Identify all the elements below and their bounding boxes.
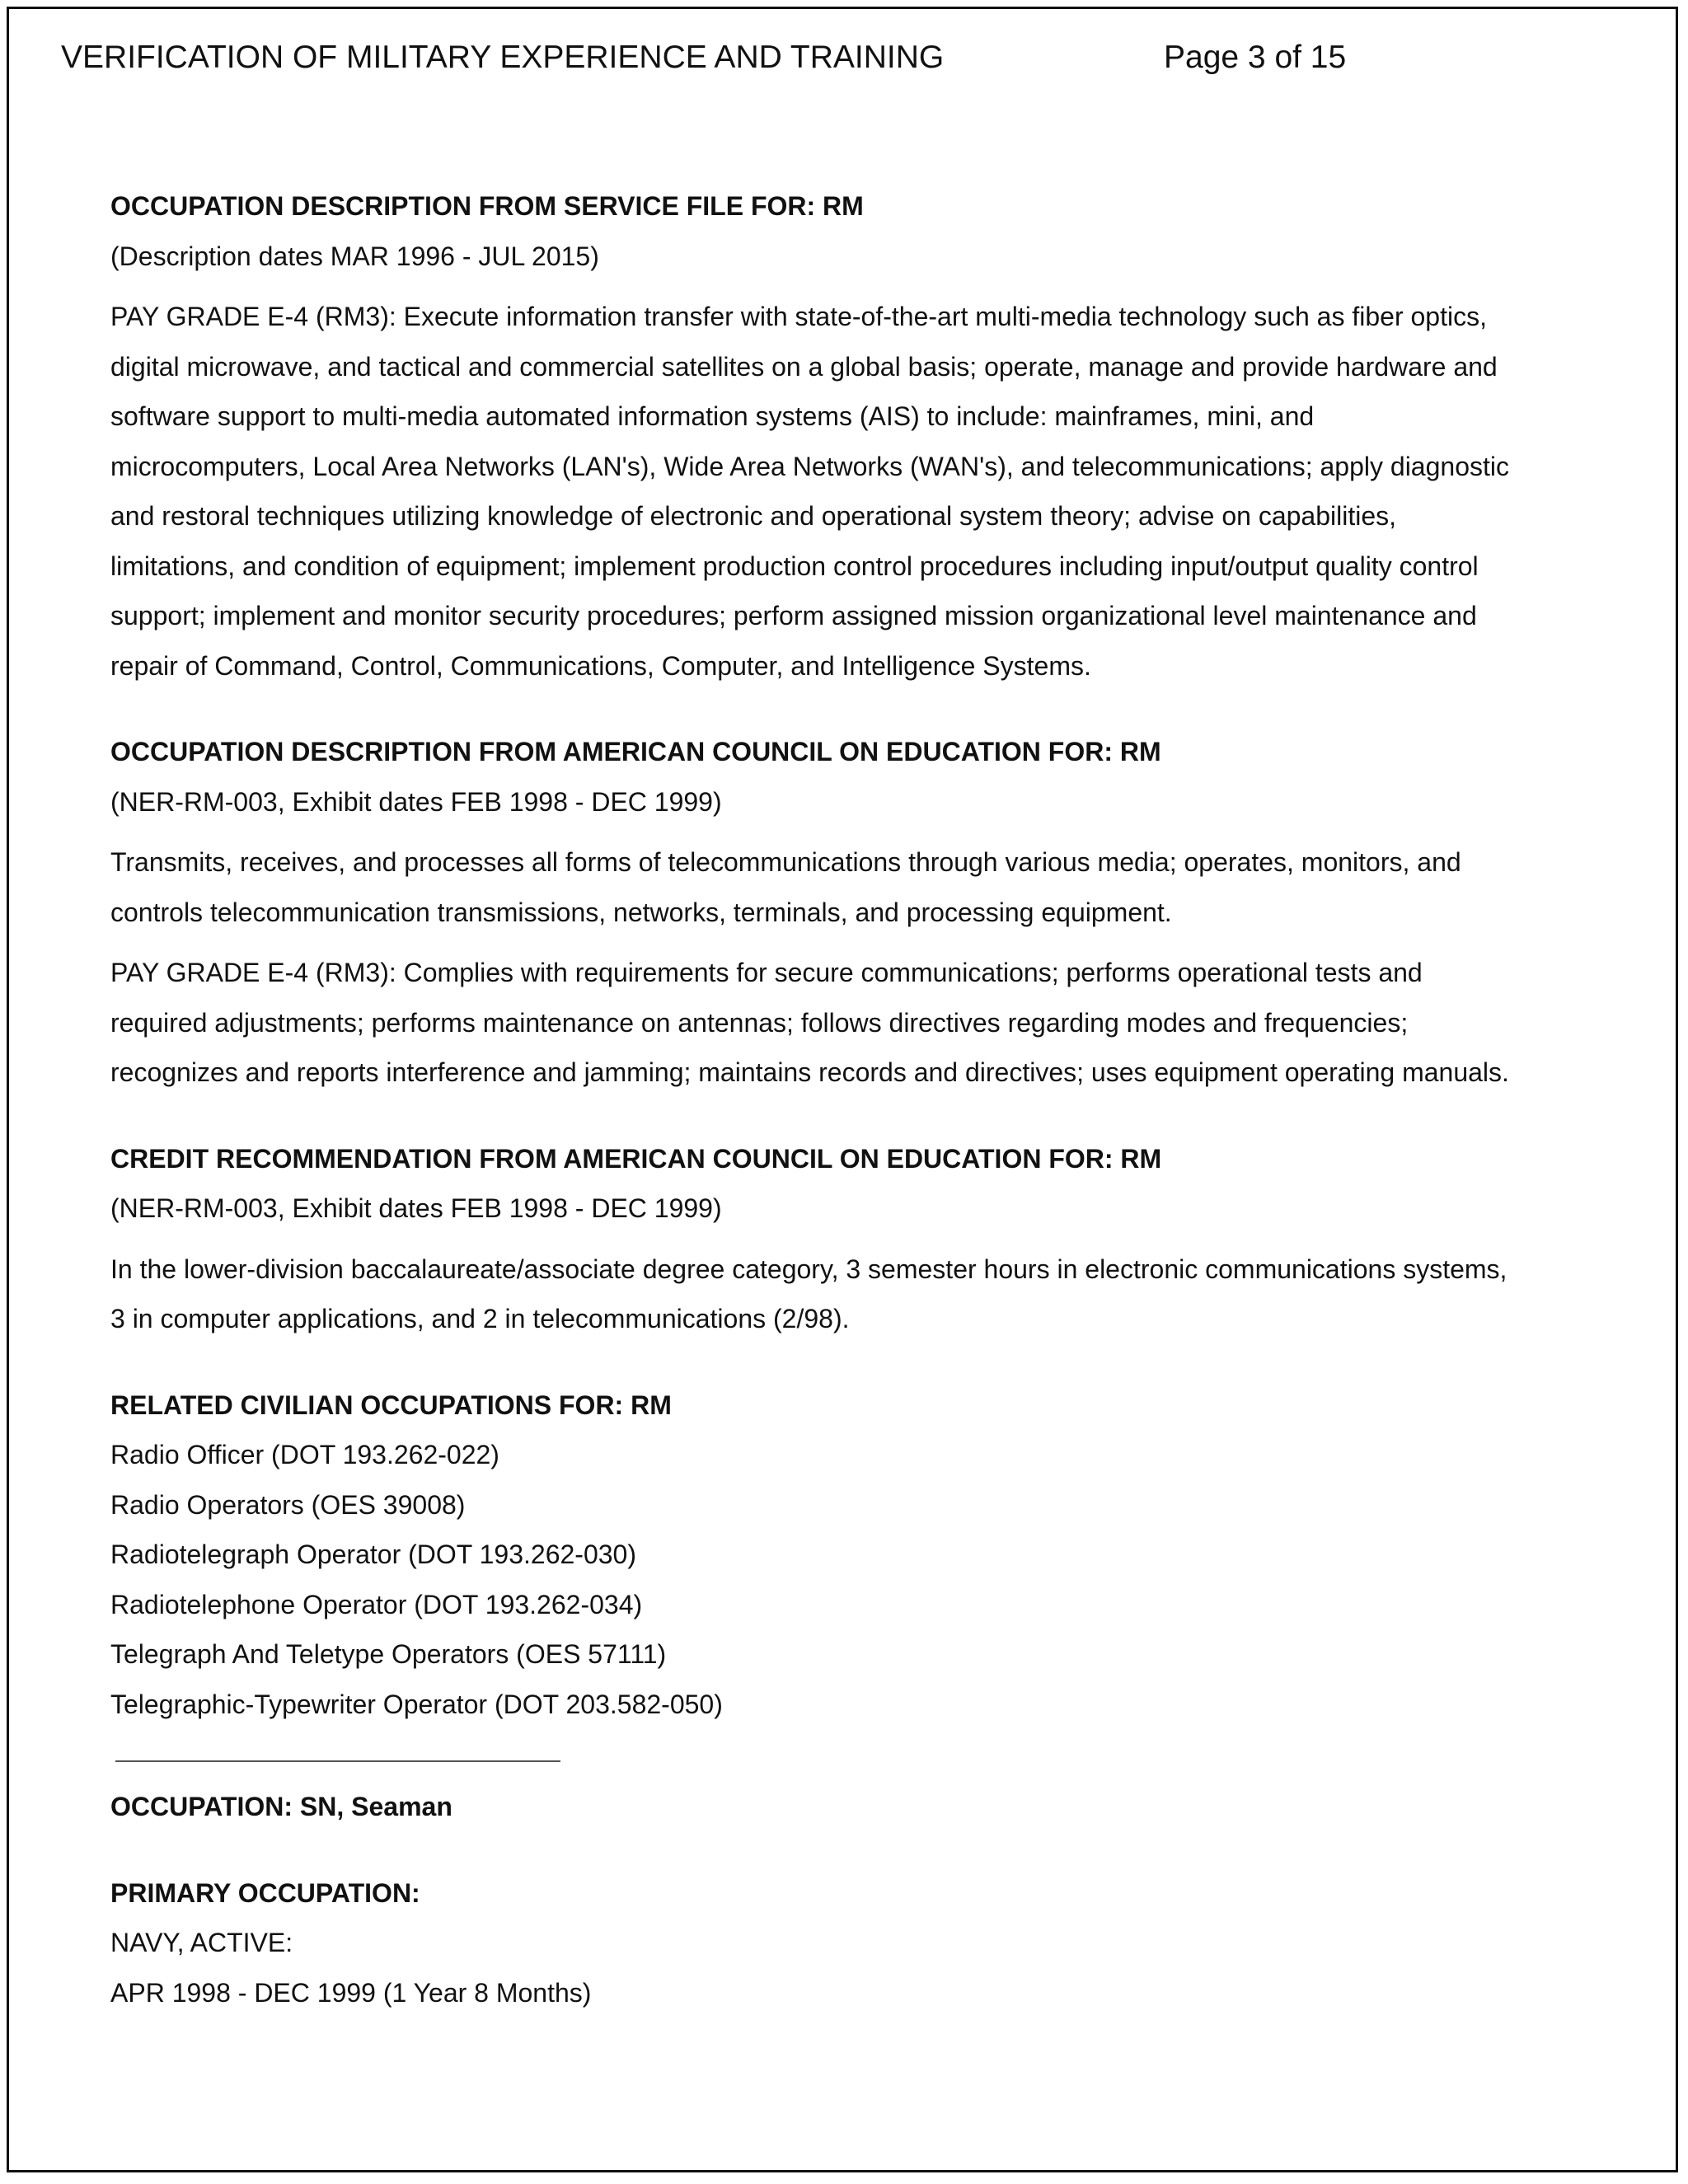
text-line: and restoral techniques utilizing knowledge of electronic and operational system theory; advise on capabilities, [110, 501, 1397, 531]
text-line: controls telecommunication transmissions, networks, terminals, and processing equipment. [110, 897, 1172, 927]
text-line: digital microwave, and tactical and commercial satellites on a global basis; operate, manage and provide hardware and [110, 351, 1498, 382]
list-item: Radio Operators (OES 39008) [110, 1489, 466, 1520]
text-line: PAY GRADE E-4 (RM3): Execute information transfer with state-of-the-art multi-media technology such as fiber optics, [110, 302, 1487, 331]
occupation-heading: OCCUPATION: SN, Seaman [110, 1792, 452, 1821]
text-line: 3 in computer applications, and 2 in telecommunications (2/98). [110, 1304, 850, 1333]
primary-occupation-heading: PRIMARY OCCUPATION: [110, 1877, 420, 1908]
text-line: PAY GRADE E-4 (RM3): Complies with requirements for secure communications; performs operational tests and [110, 958, 1423, 987]
text-line: software support to multi-media automated information systems (AIS) to include: mainframes, mini, and [110, 401, 1315, 431]
primary-occupation-section [110, 1868, 1594, 2018]
ace-description-summary [110, 837, 1594, 937]
service-file-dates: (Description dates MAR 1996 - JUL 2015) [110, 241, 599, 271]
document-title: VERIFICATION OF MILITARY EXPERIENCE AND TRAINING [61, 40, 945, 75]
civilian-section [110, 1380, 1594, 1730]
ace-description-exhibit: (NER-RM-003, Exhibit dates FEB 1998 - DEC 1999) [110, 786, 722, 817]
list-item: Telegraph And Teletype Operators (OES 57111) [110, 1639, 667, 1669]
list-item: Radiotelegraph Operator (DOT 193.262-030) [110, 1540, 636, 1569]
credit-section [110, 1134, 1594, 1344]
civilian-list [110, 1430, 1594, 1729]
list-item: Telegraphic-Typewriter Operator (DOT 203.582-050) [110, 1689, 723, 1719]
text-line: microcomputers, Local Area Networks (LAN's), Wide Area Networks (WAN's), and telecommunications; apply diagnostic [110, 451, 1509, 481]
section-divider [115, 1760, 560, 1762]
text-line: limitations, and condition of equipment; implement production control procedures including input/output quality control [110, 551, 1479, 581]
credit-exhibit: (NER-RM-003, Exhibit dates FEB 1998 - DEC 1999) [110, 1193, 722, 1223]
ace-description-heading: OCCUPATION DESCRIPTION FROM AMERICAN COUNCIL ON EDUCATION FOR: RM [110, 737, 1161, 766]
civilian-heading: RELATED CIVILIAN OCCUPATIONS FOR: RM [110, 1390, 672, 1420]
text-line: In the lower-division baccalaureate/associate degree category, 3 semester hours in electronic communications systems, [110, 1254, 1507, 1284]
primary-period: APR 1998 - DEC 1999 (1 Year 8 Months) [110, 1977, 592, 2008]
text-line: Transmits, receives, and processes all forms of telecommunications through various media; operates, monitors, and [110, 847, 1461, 877]
text-line: support; implement and monitor security procedures; perform assigned mission organizational level maintenance and [110, 601, 1477, 630]
service-file-heading: OCCUPATION DESCRIPTION FROM SERVICE FILE FOR: RM [110, 191, 864, 221]
credit-recommendation [110, 1244, 1594, 1344]
service-file-description [110, 292, 1594, 691]
document-body [110, 181, 1594, 2018]
page-number: Page 3 of 15 [1164, 40, 1347, 75]
service-file-section [110, 181, 1594, 691]
ace-description-grade [110, 948, 1594, 1098]
text-line: required adjustments; performs maintenance on antennas; follows directives regarding modes and frequencies; [110, 1007, 1409, 1038]
primary-service: NAVY, ACTIVE: [110, 1928, 293, 1957]
text-line: recognizes and reports interference and jamming; maintains records and directives; uses equipment operating manuals. [110, 1057, 1509, 1087]
text-line: repair of Command, Control, Communications, Computer, and Intelligence Systems. [110, 650, 1091, 681]
list-item: Radiotelephone Operator (DOT 193.262-034) [110, 1589, 643, 1619]
ace-description-section [110, 727, 1594, 1098]
occupation-section [110, 1782, 1594, 1832]
list-item: Radio Officer (DOT 193.262-022) [110, 1440, 499, 1469]
credit-heading: CREDIT RECOMMENDATION FROM AMERICAN COUNCIL ON EDUCATION FOR: RM [110, 1143, 1162, 1174]
